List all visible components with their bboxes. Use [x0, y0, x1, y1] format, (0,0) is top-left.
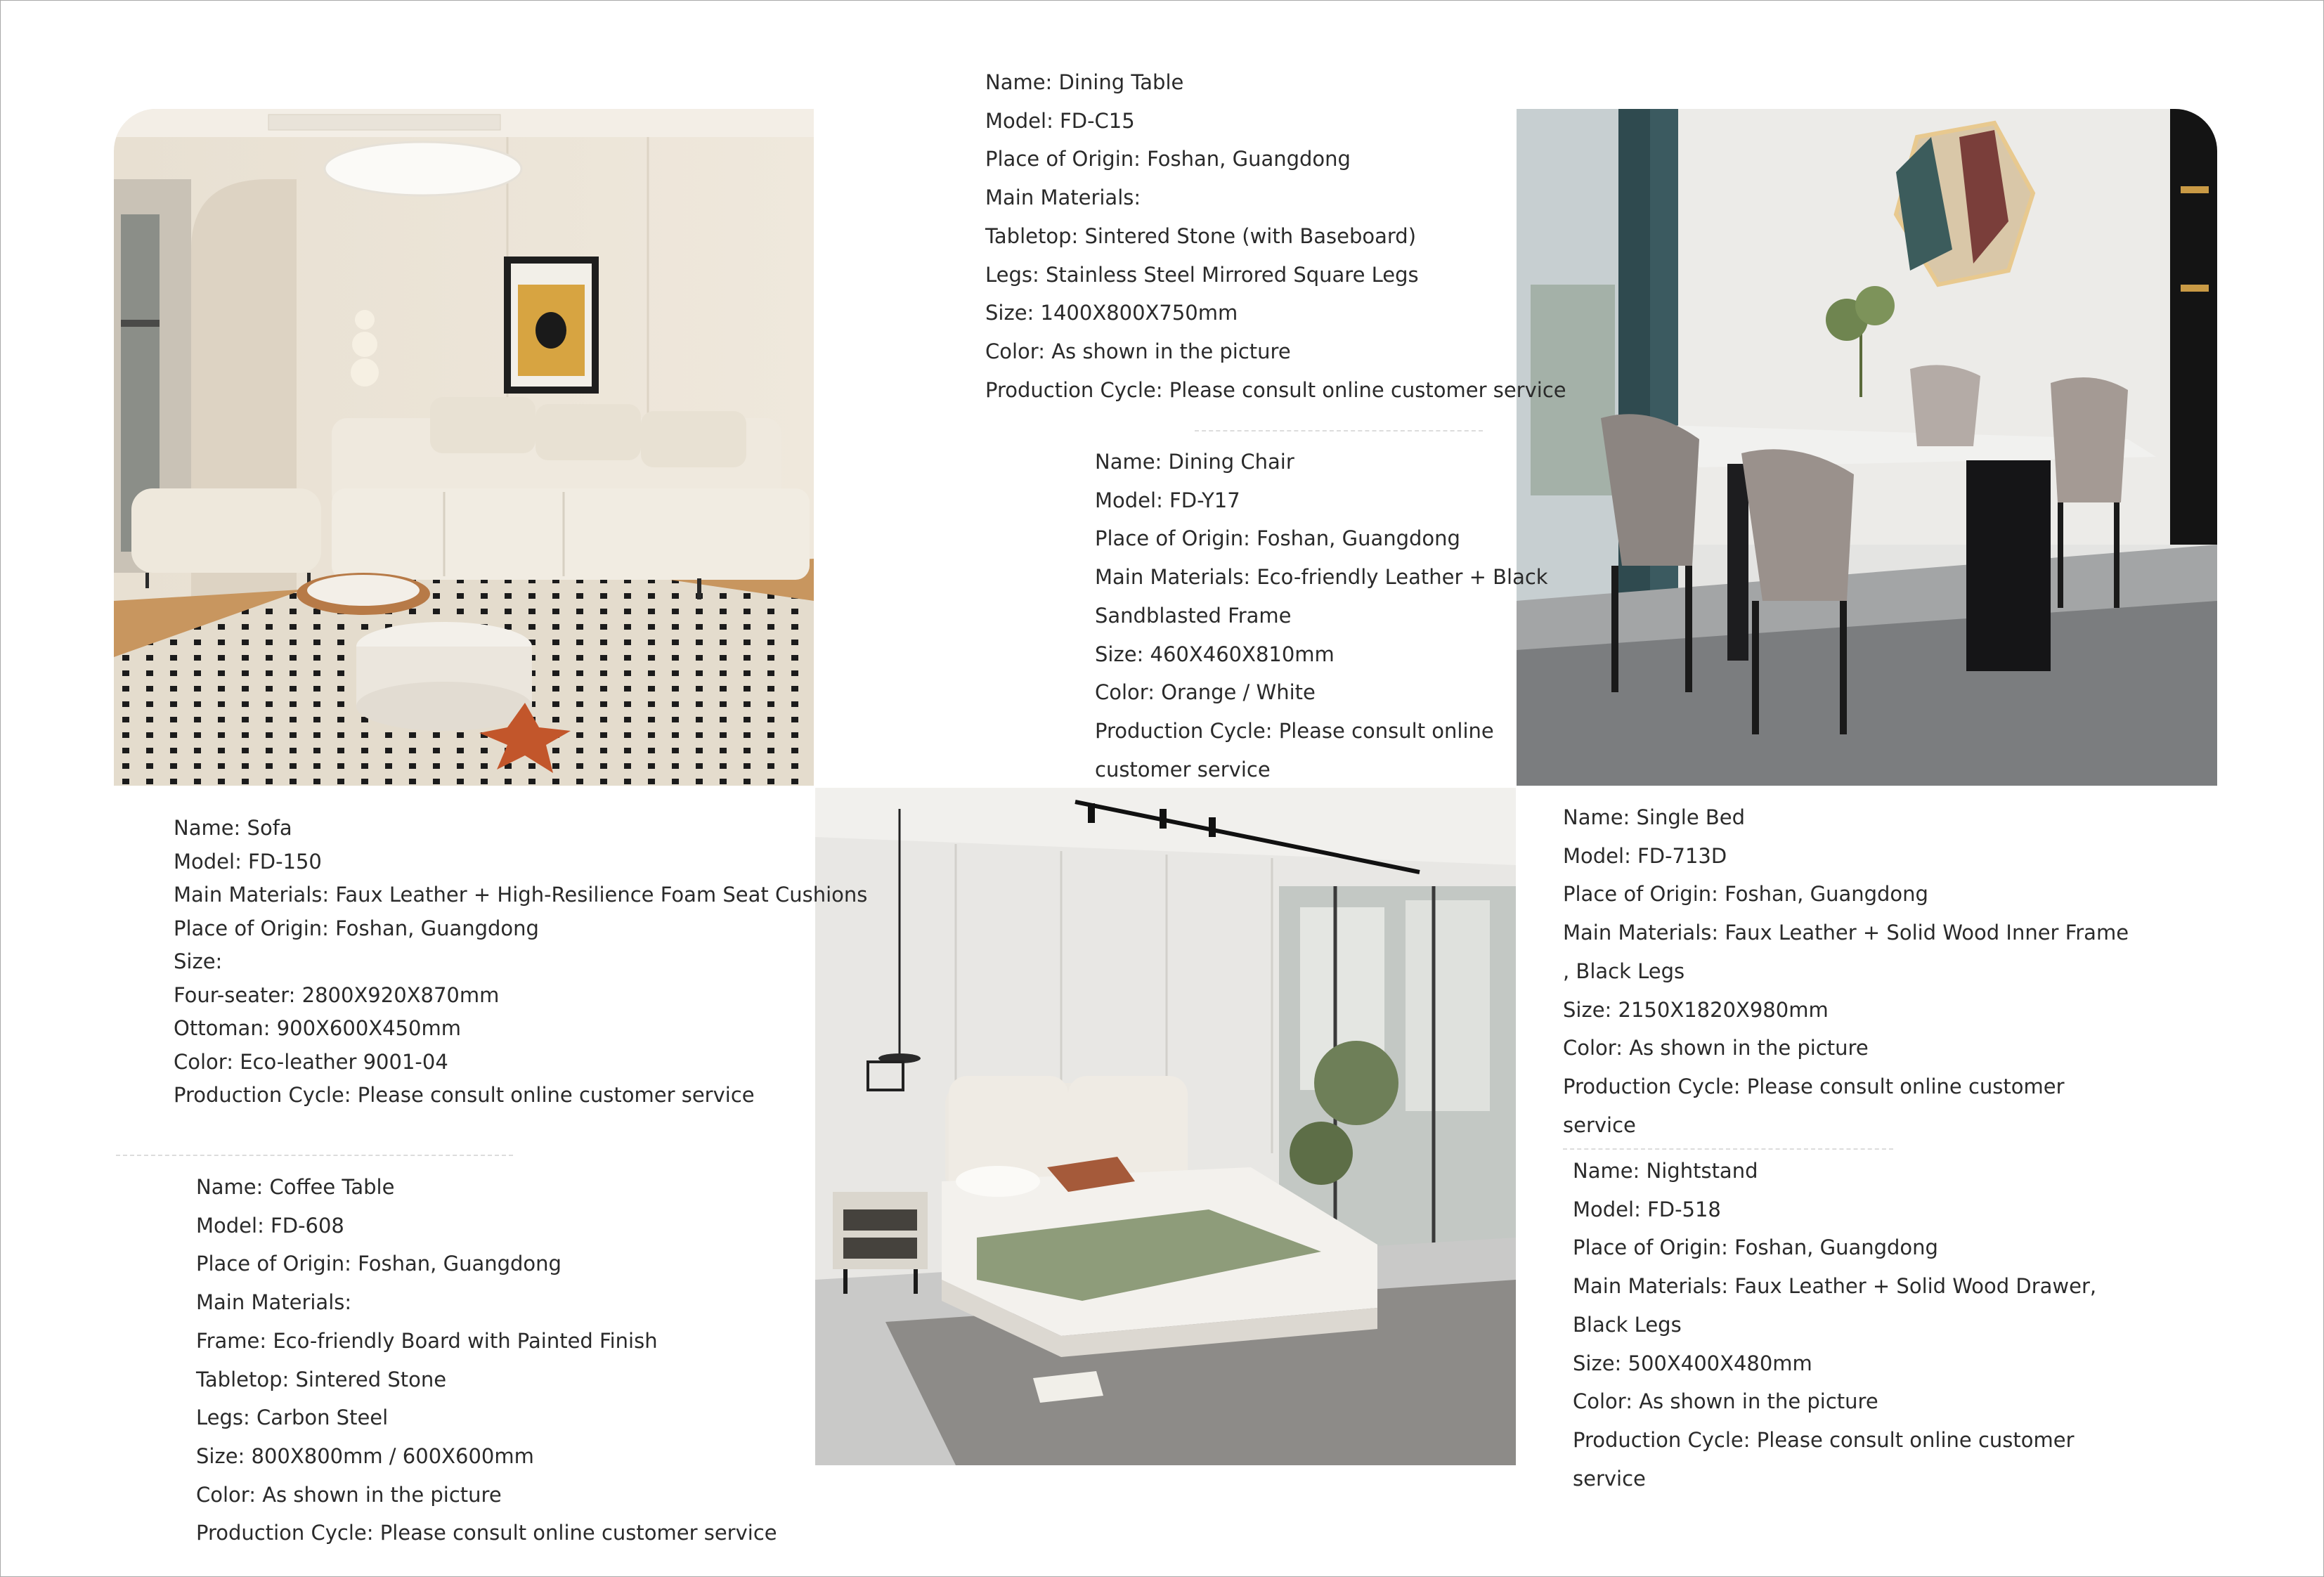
single-bed-size: Size: 2150X1820X980mm [1563, 997, 1829, 1022]
coffee-table-color: Color: As shown in the picture [196, 1482, 502, 1507]
dining-table-origin: Place of Origin: Foshan, Guangdong [985, 147, 1351, 171]
dining-chair-materials-cont: Sandblasted Frame [1095, 603, 1292, 628]
dining-chair-size: Size: 460X460X810mm [1095, 642, 1335, 666]
sofa-four-seater-size: Four-seater: 2800X920X870mm [174, 982, 500, 1007]
single-bed-materials: Main Materials: Faux Leather + Solid Wood Inner Frame [1563, 921, 2129, 945]
sofa-color: Color: Eco-leather 9001-04 [174, 1049, 448, 1074]
bedroom-photo [815, 788, 1516, 1465]
dining-table-spec [985, 63, 1566, 409]
single-bed-model: Model: FD-713D [1563, 843, 1727, 868]
sofa-name: Name: Sofa [174, 816, 292, 840]
single-bed-materials-cont: , Black Legs [1563, 959, 1685, 983]
dining-table-tabletop: Tabletop: Sintered Stone (with Baseboard) [985, 223, 1417, 248]
coffee-table-model: Model: FD-608 [196, 1213, 344, 1238]
single-bed-name: Name: Single Bed [1563, 805, 1746, 829]
dining-table-production-cycle: Production Cycle: Please consult online customer service [985, 377, 1566, 402]
dining-chair-origin: Place of Origin: Foshan, Guangdong [1095, 526, 1460, 551]
nightstand-production-cycle: Production Cycle: Please consult online customer [1573, 1427, 2075, 1452]
sofa-size-label: Size: [174, 949, 223, 973]
sofa-materials: Main Materials: Faux Leather + High-Resilience Foam Seat Cushions [174, 883, 868, 907]
coffee-table-materials: Main Materials: [196, 1290, 352, 1315]
nightstand-production-cycle-cont: service [1573, 1466, 1646, 1491]
nightstand-size: Size: 500X400X480mm [1573, 1351, 1812, 1375]
coffee-table-origin: Place of Origin: Foshan, Guangdong [196, 1252, 561, 1276]
sofa-spec [174, 812, 867, 1112]
coffee-table-name: Name: Coffee Table [196, 1175, 395, 1199]
living-room-photo [114, 109, 814, 786]
dining-divider [1195, 430, 1483, 431]
coffee-table-spec [196, 1168, 777, 1552]
sofa-divider [116, 1155, 513, 1156]
sofa-origin: Place of Origin: Foshan, Guangdong [174, 916, 539, 940]
sofa-model: Model: FD-150 [174, 849, 322, 874]
coffee-table-tabletop: Tabletop: Sintered Stone [196, 1367, 447, 1391]
sofa-ottoman-size: Ottoman: 900X600X450mm [174, 1016, 461, 1040]
dining-table-color: Color: As shown in the picture [985, 339, 1291, 363]
dining-chair-spec [1095, 443, 1548, 788]
dining-chair-name: Name: Dining Chair [1095, 450, 1294, 474]
nightstand-materials: Main Materials: Faux Leather + Solid Wood Drawer, [1573, 1274, 2097, 1299]
dining-table-legs: Legs: Stainless Steel Mirrored Square Legs [985, 262, 1419, 287]
dining-chair-production-cycle: Production Cycle: Please consult online [1095, 718, 1494, 743]
single-bed-color: Color: As shown in the picture [1563, 1036, 1869, 1060]
nightstand-model: Model: FD-518 [1573, 1197, 1721, 1221]
coffee-table-production-cycle: Production Cycle: Please consult online customer service [196, 1521, 777, 1545]
single-bed-production-cycle-cont: service [1563, 1112, 1636, 1137]
dining-room-photo [1517, 109, 2217, 786]
coffee-table-legs: Legs: Carbon Steel [196, 1406, 389, 1430]
dining-table-name: Name: Dining Table [985, 70, 1184, 94]
dining-chair-model: Model: FD-Y17 [1095, 488, 1240, 512]
coffee-table-frame: Frame: Eco-friendly Board with Painted Finish [196, 1328, 658, 1353]
sofa-production-cycle: Production Cycle: Please consult online customer service [174, 1083, 755, 1107]
single-bed-spec [1563, 798, 2129, 1144]
dining-chair-production-cycle-cont: customer service [1095, 757, 1271, 781]
nightstand-origin: Place of Origin: Foshan, Guangdong [1573, 1235, 1938, 1260]
dining-table-model: Model: FD-C15 [985, 108, 1135, 133]
nightstand-spec [1573, 1152, 2096, 1498]
nightstand-name: Name: Nightstand [1573, 1159, 1758, 1183]
dining-table-size: Size: 1400X800X750mm [985, 301, 1238, 325]
bed-divider [1563, 1148, 1893, 1150]
dining-chair-materials: Main Materials: Eco-friendly Leather + Black [1095, 565, 1548, 590]
dining-table-materials: Main Materials: [985, 186, 1141, 210]
coffee-table-size: Size: 800X800mm / 600X600mm [196, 1443, 534, 1468]
single-bed-origin: Place of Origin: Foshan, Guangdong [1563, 882, 1928, 907]
single-bed-production-cycle: Production Cycle: Please consult online customer [1563, 1074, 2065, 1098]
dining-chair-color: Color: Orange / White [1095, 680, 1316, 705]
nightstand-color: Color: As shown in the picture [1573, 1389, 1878, 1414]
nightstand-materials-cont: Black Legs [1573, 1312, 1682, 1337]
